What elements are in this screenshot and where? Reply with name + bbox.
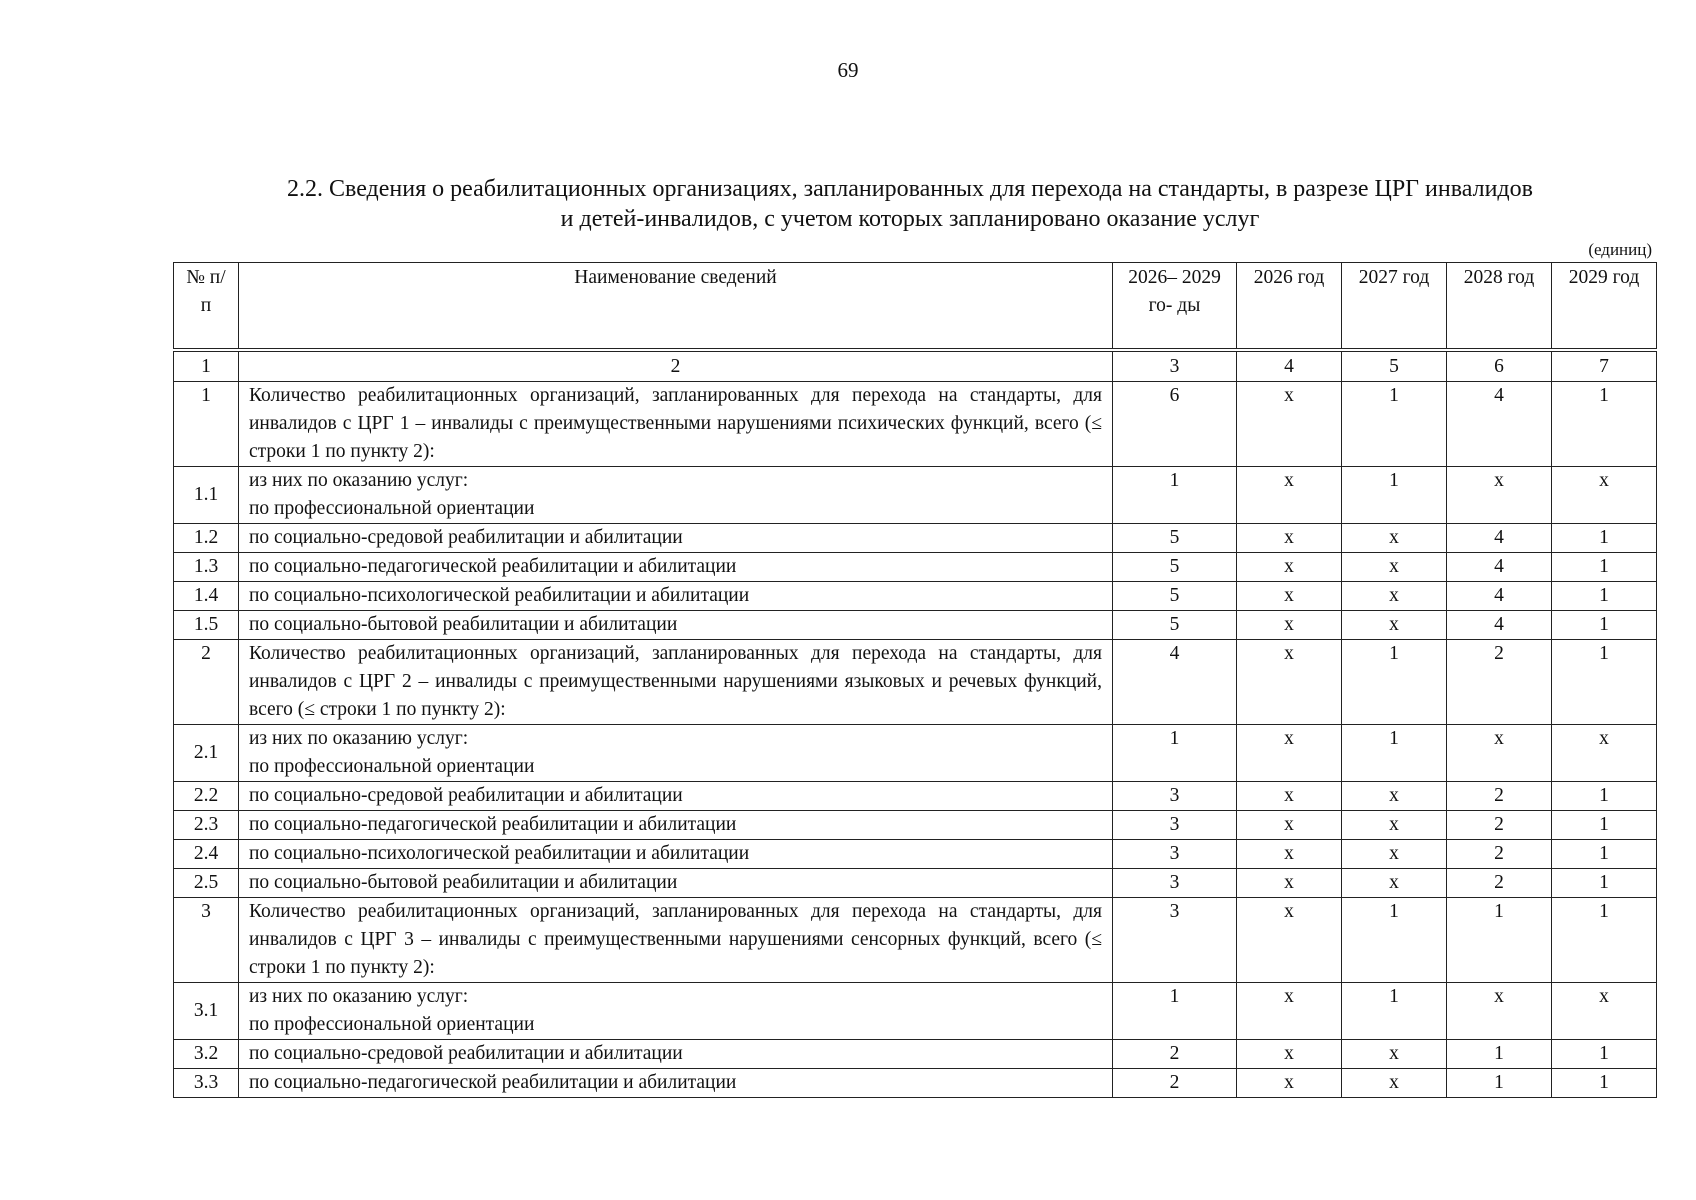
row-number: 3.3 [174,1069,239,1098]
table-row [174,811,1657,840]
table-row [174,898,1657,983]
row-number: 1.4 [174,582,239,611]
value-y2026: х [1237,611,1342,640]
value-y2027: 1 [1342,640,1447,725]
row-name-line: по профессиональной ориентации [249,1014,535,1035]
row-name-line: по профессиональной ориентации [249,756,535,777]
table-row [174,582,1657,611]
value-y2026: х [1237,840,1342,869]
value-y2029: 1 [1552,898,1657,983]
table-row [174,553,1657,582]
row-number: 3.1 [174,983,239,1040]
table-row [174,467,1657,524]
table-row [174,782,1657,811]
value-y2026: х [1237,898,1342,983]
value-y2029: 1 [1552,611,1657,640]
value-y2026: х [1237,983,1342,1040]
value-total: 5 [1113,582,1237,611]
row-number: 1.1 [174,467,239,524]
row-number: 3 [174,898,239,983]
table-row [174,725,1657,782]
value-y2027: х [1342,782,1447,811]
value-total: 3 [1113,811,1237,840]
value-y2028: 1 [1447,1040,1552,1069]
header-2029: 2029 год [1552,263,1657,351]
value-total: 5 [1113,524,1237,553]
table-row [174,869,1657,898]
table-row [174,382,1657,467]
value-y2028: 4 [1447,382,1552,467]
value-y2028: 4 [1447,611,1552,640]
value-y2029: 1 [1552,782,1657,811]
value-y2028: 2 [1447,869,1552,898]
value-y2028: х [1447,983,1552,1040]
table-row [174,524,1657,553]
value-total: 3 [1113,840,1237,869]
row-name: Количество реабилитационных организаций, запланированных для перехода на стандарты, для инвалидов с ЦРГ 1 – инвалиды с преимущественными нарушениями психических функций, всего (≤ строки 1 по пункту 2): [239,382,1113,467]
table-body [174,382,1657,1098]
row-number: 3.2 [174,1040,239,1069]
row-number: 2.4 [174,840,239,869]
value-y2026: х [1237,1069,1342,1098]
value-y2026: х [1237,811,1342,840]
value-y2026: х [1237,382,1342,467]
value-total: 1 [1113,467,1237,524]
value-y2026: х [1237,553,1342,582]
value-y2027: х [1342,524,1447,553]
row-name: по социально-средовой реабилитации и абилитации [239,524,1113,553]
value-y2028: 2 [1447,640,1552,725]
value-y2028: 2 [1447,840,1552,869]
value-y2029: 1 [1552,382,1657,467]
row-number: 1.3 [174,553,239,582]
row-name: по социально-психологической реабилитации и абилитации [239,582,1113,611]
value-y2028: 1 [1447,1069,1552,1098]
value-total: 5 [1113,611,1237,640]
row-number: 1.5 [174,611,239,640]
table-row [174,983,1657,1040]
value-y2029: 1 [1552,582,1657,611]
value-y2029: 1 [1552,840,1657,869]
value-y2029: 1 [1552,553,1657,582]
row-number: 1.2 [174,524,239,553]
units-label: (единиц) [1588,240,1652,259]
column-number: 1 [174,350,239,382]
row-name: Количество реабилитационных организаций, запланированных для перехода на стандарты, для инвалидов с ЦРГ 2 – инвалиды с преимущественными нарушениями языковых и речевых функций, всего (≤ строки 1 по пункту 2): [239,640,1113,725]
value-y2028: 4 [1447,553,1552,582]
table-row [174,1069,1657,1098]
value-y2027: х [1342,840,1447,869]
value-y2029: 1 [1552,1069,1657,1098]
value-y2027: х [1342,553,1447,582]
value-y2027: х [1342,1040,1447,1069]
value-y2026: х [1237,725,1342,782]
page-number: 69 [837,58,859,82]
value-total: 6 [1113,382,1237,467]
table-row [174,840,1657,869]
value-y2027: 1 [1342,983,1447,1040]
value-y2027: 1 [1342,467,1447,524]
row-name: по социально-средовой реабилитации и абилитации [239,782,1113,811]
value-y2028: х [1447,467,1552,524]
row-name: Количество реабилитационных организаций, запланированных для перехода на стандарты, для инвалидов с ЦРГ 3 – инвалиды с преимущественными нарушениями сенсорных функций, всего (≤ строки 1 по пункту 2): [239,898,1113,983]
row-number: 2 [174,640,239,725]
column-number: 6 [1447,350,1552,382]
value-y2029: х [1552,983,1657,1040]
row-name-line: из них по оказанию услуг: [249,986,469,1007]
column-number: 5 [1342,350,1447,382]
value-y2027: 1 [1342,382,1447,467]
table-row [174,611,1657,640]
row-number: 1 [174,382,239,467]
value-total: 5 [1113,553,1237,582]
row-name: по социально-педагогической реабилитации и абилитации [239,811,1113,840]
row-name-line: из них по оказанию услуг: [249,728,469,749]
value-y2028: 4 [1447,582,1552,611]
value-y2027: х [1342,869,1447,898]
value-y2028: 4 [1447,524,1552,553]
value-y2027: х [1342,811,1447,840]
value-y2029: 1 [1552,524,1657,553]
header-2027: 2027 год [1342,263,1447,351]
value-y2026: х [1237,869,1342,898]
section-title-line-2: и детей-инвалидов, с учетом которых запланировано оказание услуг [560,206,1260,232]
row-number: 2.2 [174,782,239,811]
column-number: 7 [1552,350,1657,382]
value-y2029: х [1552,725,1657,782]
value-y2026: х [1237,1040,1342,1069]
rehab-organizations-table [173,262,1657,1098]
value-y2027: 1 [1342,725,1447,782]
row-name [239,983,1113,1040]
header-2028: 2028 год [1447,263,1552,351]
row-number: 2.1 [174,725,239,782]
value-y2029: 1 [1552,869,1657,898]
value-y2028: 1 [1447,898,1552,983]
value-y2029: 1 [1552,1040,1657,1069]
row-name-line: по профессиональной ориентации [249,498,535,519]
table-row [174,1040,1657,1069]
row-name: по социально-бытовой реабилитации и абилитации [239,869,1113,898]
header-2026: 2026 год [1237,263,1342,351]
row-name [239,467,1113,524]
value-y2026: х [1237,782,1342,811]
value-total: 3 [1113,782,1237,811]
value-y2026: х [1237,582,1342,611]
row-name: по социально-бытовой реабилитации и абилитации [239,611,1113,640]
value-y2027: 1 [1342,898,1447,983]
column-number: 2 [239,350,1113,382]
value-y2028: 2 [1447,782,1552,811]
value-total: 3 [1113,869,1237,898]
row-name [239,725,1113,782]
value-total: 1 [1113,983,1237,1040]
value-y2026: х [1237,524,1342,553]
section-title [160,174,1660,234]
row-number: 2.5 [174,869,239,898]
value-y2029: 1 [1552,640,1657,725]
value-total: 1 [1113,725,1237,782]
value-y2028: х [1447,725,1552,782]
value-y2028: 2 [1447,811,1552,840]
value-y2026: х [1237,640,1342,725]
row-name: по социально-психологической реабилитации и абилитации [239,840,1113,869]
value-y2027: х [1342,582,1447,611]
value-y2029: х [1552,467,1657,524]
row-number: 2.3 [174,811,239,840]
value-total: 3 [1113,898,1237,983]
table-header-row [174,263,1657,351]
value-y2029: 1 [1552,811,1657,840]
column-number: 3 [1113,350,1237,382]
value-y2027: х [1342,1069,1447,1098]
table-row [174,640,1657,725]
value-total: 2 [1113,1040,1237,1069]
value-total: 2 [1113,1069,1237,1098]
header-total: 2026– 2029 го- ды [1113,263,1237,351]
value-total: 4 [1113,640,1237,725]
row-name: по социально-средовой реабилитации и абилитации [239,1040,1113,1069]
header-no: № п/п [174,263,239,351]
value-y2027: х [1342,611,1447,640]
section-title-line-1: 2.2. Сведения о реабилитационных организациях, запланированных для перехода на стандарты, в разрезе ЦРГ инвалидов [287,176,1533,202]
value-y2026: х [1237,467,1342,524]
row-name: по социально-педагогической реабилитации и абилитации [239,1069,1113,1098]
header-name: Наименование сведений [239,263,1113,351]
column-numbers-row [174,350,1657,382]
column-number: 4 [1237,350,1342,382]
row-name-line: из них по оказанию услуг: [249,470,469,491]
row-name: по социально-педагогической реабилитации и абилитации [239,553,1113,582]
